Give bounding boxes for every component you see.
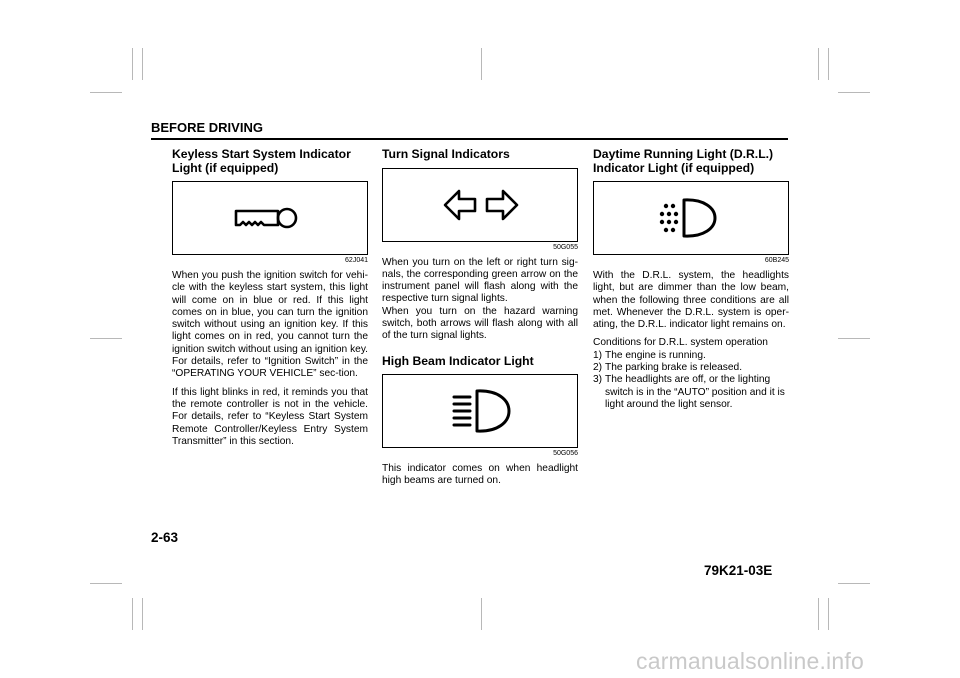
list-item-number: 2) <box>593 362 603 374</box>
page-header-title: BEFORE DRIVING <box>151 120 263 135</box>
list-item <box>593 350 789 362</box>
list-item-text: The parking brake is released. <box>605 362 743 374</box>
list-item <box>593 374 789 411</box>
paragraph: If this light blinks in red, it reminds you that the remote controller is not in the vehicle. For details, refer to “Keyless Start System Remote Controller/Keyless Entry System Transmitter” in this section. <box>172 386 368 447</box>
list-item <box>593 362 789 374</box>
column-keyless-start <box>172 148 368 454</box>
key-icon <box>173 182 369 254</box>
header-rule <box>151 138 788 140</box>
figure-turn-signal <box>382 168 578 242</box>
heading-turn-signal: Turn Signal Indicators <box>382 147 510 161</box>
figure-high-beam <box>382 374 578 448</box>
conditions-list <box>593 350 789 411</box>
drl-indicator-icon <box>594 182 790 254</box>
heading-keyless-start: Keyless Start System Indicator Light (if equipped) <box>172 147 351 175</box>
figure-code: 50G055 <box>553 243 578 251</box>
heading-drl: Daytime Running Light (D.R.L.) Indicator Light (if equipped) <box>593 147 774 175</box>
document-code: 79K21-03E <box>704 563 773 578</box>
paragraph: When you push the ignition switch for vehi-cle with the keyless start system, this light will come on in blue or red. If this light comes on in blue, you can turn the ignition switch without using an ignition key. If this light comes on in red, you cannot turn the ignition switch without using an ignition key. For details, refer to “Ignition Switch” in the “OPERATING YOUR VEHICLE” sec-tion. <box>172 270 368 380</box>
figure-code: 50G056 <box>553 450 578 458</box>
list-item-text: The engine is running. <box>605 349 706 361</box>
turn-signal-arrows-icon <box>383 169 579 241</box>
conditions-title: Conditions for D.R.L. system operation <box>593 337 768 349</box>
page-number: 2-63 <box>151 530 179 545</box>
heading-high-beam: High Beam Indicator Light <box>382 353 534 368</box>
high-beam-icon <box>383 375 579 447</box>
column-turn-signal-high-beam <box>382 148 578 494</box>
figure-code: 62J041 <box>345 257 368 264</box>
paragraph: This indicator comes on when headlight high beams are turned on. <box>382 463 578 487</box>
column-drl <box>593 148 789 411</box>
watermark: carmanualsonline.info <box>636 648 864 674</box>
paragraph: When you turn on the left or right turn sig-nals, the corresponding green arrow on the instrument panel will flash along with the respective turn signal lights. <box>382 256 578 305</box>
figure-code: 60B245 <box>764 257 789 264</box>
figure-drl <box>593 181 789 255</box>
list-item-number: 1) <box>593 349 603 361</box>
list-item-number: 3) <box>593 374 603 386</box>
figure-keyless-start <box>172 181 368 255</box>
paragraph: When you turn on the hazard warning switch, both arrows will flash along with all of the turn signal lights. <box>382 305 578 342</box>
list-item-text: The headlights are off, or the lighting switch is in the “AUTO” position and it is light around the light sensor. <box>605 374 785 410</box>
paragraph: With the D.R.L. system, the headlights light, but are dimmer than the low beam, when the following three conditions are all met. Whenever the D.R.L. system is oper-ating, the D.R.L. indicator light remains on. <box>593 270 789 331</box>
